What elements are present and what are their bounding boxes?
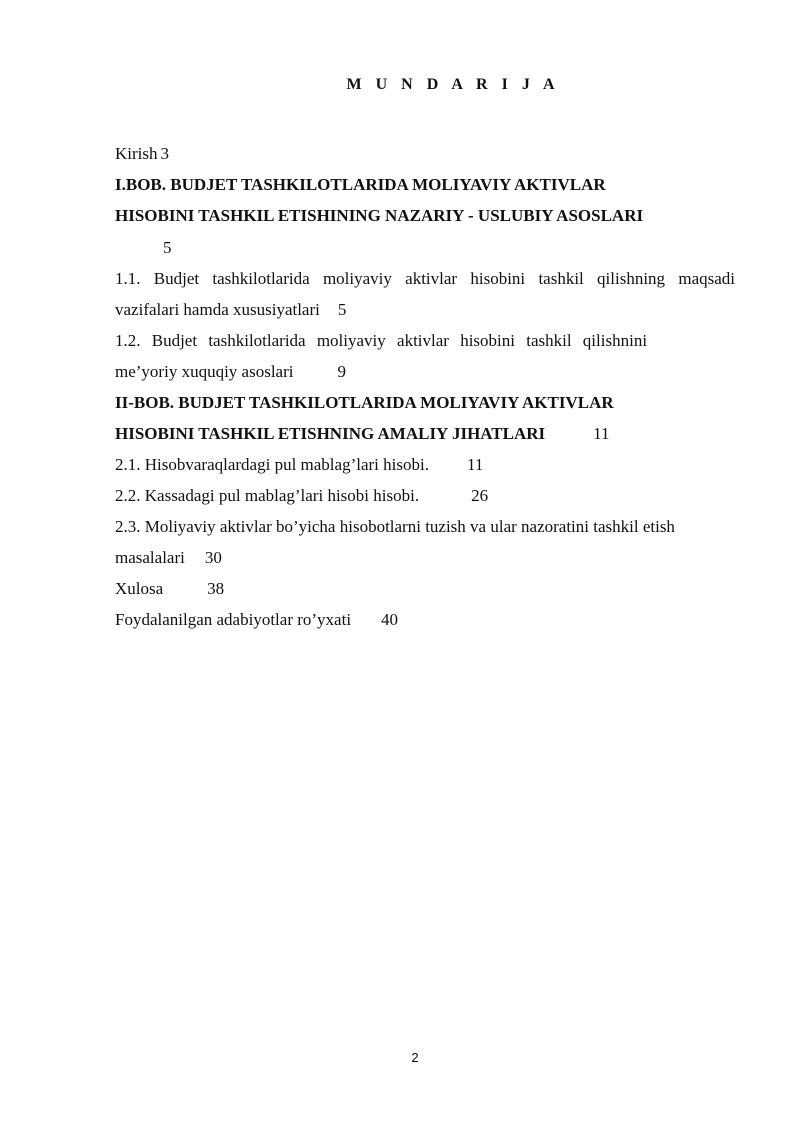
toc-section-1-1-line-2 xyxy=(115,298,735,322)
toc-section-2-1 xyxy=(115,453,735,477)
toc-entry-label: me’yoriy xuquqiy asoslari xyxy=(115,362,294,381)
toc-entry-label: masalalari xyxy=(115,548,185,567)
toc-entry-page: 30 xyxy=(204,548,222,567)
page-title: M U N D A R I J A xyxy=(346,76,560,93)
toc-section-2-2 xyxy=(115,484,735,508)
toc-entry-page: 38 xyxy=(207,579,225,598)
toc-section-1-2-line-1: 1.2. Budjet tashkilotlarida moliyaviy aktivlar hisobini tashkil qilishnini xyxy=(115,331,648,350)
toc-entry-page: 11 xyxy=(593,424,610,443)
toc-entry-label: 2.2. Kassadagi pul mablag’lari hisobi hisobi. xyxy=(115,486,420,505)
toc-entry-references xyxy=(115,608,735,632)
toc-entry-page: 26 xyxy=(471,486,489,505)
table-of-contents xyxy=(115,142,735,632)
toc-section-2-3-line-1: 2.3. Moliyaviy aktivlar bo’yicha hisobotlarni tuzish va ular nazoratini tashkil etish xyxy=(115,517,675,536)
toc-entry-conclusion xyxy=(115,577,735,601)
toc-entry-label: Foydalanilgan adabiyotlar ro’yxati xyxy=(115,610,352,629)
toc-section-1-1-line-1: 1.1. Budjet tashkilotlarida moliyaviy aktivlar hisobini tashkil qilishning maqsadi xyxy=(115,269,735,288)
toc-entry-label: Xulosa xyxy=(115,579,164,598)
toc-entry-label: vazifalari hamda xususiyatlari xyxy=(115,300,320,319)
toc-section-1-2-line-2 xyxy=(115,360,735,384)
toc-chapter-1-page: 5 xyxy=(163,238,172,257)
toc-entry-page: 11 xyxy=(466,455,484,474)
toc-entry-label: HISOBINI TASHKIL ETISHNING AMALIY JIHATLARI xyxy=(115,424,546,443)
toc-chapter-1-line-1: I.BOB. BUDJET TASHKILOTLARIDA MOLIYAVIY AKTIVLAR xyxy=(115,175,606,194)
toc-entry-label: 2.1. Hisobvaraqlardagi pul mablag’lari hisobi. xyxy=(115,455,429,474)
toc-entry-page: 5 xyxy=(337,300,347,319)
toc-entry-page: 9 xyxy=(337,362,346,381)
toc-section-2-3-line-2 xyxy=(115,546,735,570)
toc-entry-page: 40 xyxy=(381,610,399,629)
toc-chapter-1-line-2: HISOBINI TASHKIL ETISHINING NAZARIY - USLUBIY ASOSLARI xyxy=(115,206,644,225)
toc-entry-intro xyxy=(115,142,735,166)
toc-chapter-2-line-1: II-BOB. BUDJET TASHKILOTLARIDA MOLIYAVIY AKTIVLAR xyxy=(115,393,614,412)
page-number: 2 xyxy=(411,1050,419,1065)
toc-entry-label: Kirish xyxy=(115,144,158,163)
toc-entry-page: 3 xyxy=(160,144,169,163)
toc-chapter-2-line-2 xyxy=(115,422,735,446)
